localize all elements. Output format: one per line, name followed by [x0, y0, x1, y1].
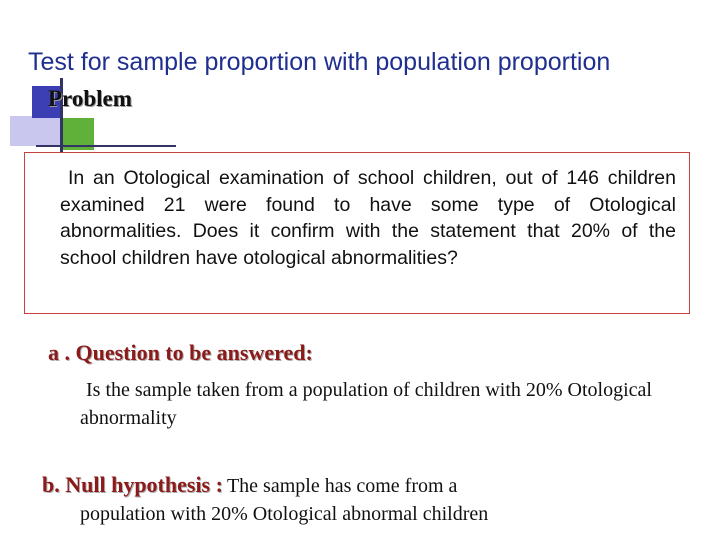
decorative-horizontal-line	[36, 145, 176, 147]
problem-heading: Problem	[48, 86, 132, 111]
question-heading: a . Question to be answered:	[48, 340, 313, 365]
null-hypothesis-text-line2: population with 20% Otological abnormal children	[80, 503, 489, 525]
null-hypothesis-text-line1: The sample has come from a	[226, 475, 458, 497]
null-hypothesis-label: b. Null hypothesis :	[42, 472, 223, 497]
null-hypothesis-line	[42, 472, 457, 498]
decorative-square-lavender	[10, 116, 62, 146]
slide-title: Test for sample proportion with population proportion	[28, 48, 611, 76]
problem-text: In an Otological examination of school children, out of 146 children examined 21 were found to have some type of Otological abnormalities. Does it confirm with the statement that 20% of the school children have otological abnormalities?	[60, 167, 676, 269]
question-text: Is the sample taken from a population of children with 20% Otological abnormality	[80, 379, 652, 429]
